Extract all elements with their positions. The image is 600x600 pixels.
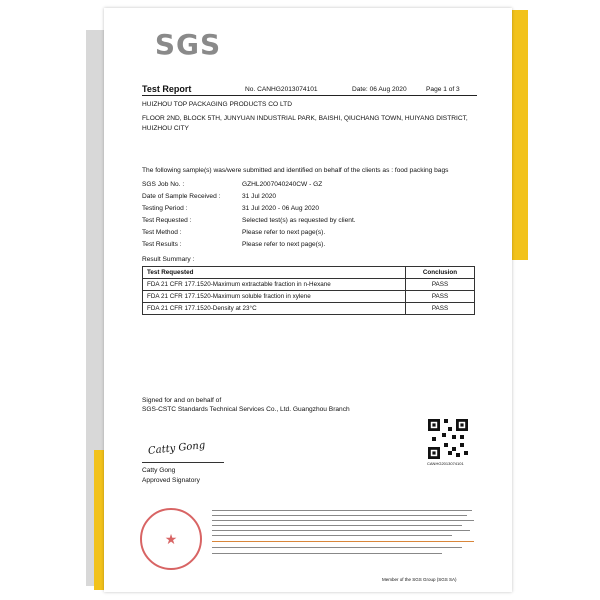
report-title: Test Report	[142, 84, 192, 94]
company-stamp	[140, 508, 202, 570]
sgs-logo: SGS	[154, 27, 222, 61]
table-row	[143, 279, 475, 291]
client-address-2: HUIZHOU CITY	[142, 125, 189, 132]
report-date: Date: 06 Aug 2020	[352, 86, 407, 93]
table-row	[143, 291, 475, 303]
signed-on-behalf: Signed for and on behalf of	[142, 397, 222, 404]
signatory-title: Approved Signatory	[142, 477, 200, 484]
field-value: Please refer to next page(s).	[242, 241, 326, 248]
field-label: Date of Sample Received :	[142, 193, 221, 200]
field-label: Testing Period :	[142, 205, 188, 212]
sgs-group-member: Member of the SGS Group (SGS SA)	[382, 577, 457, 582]
client-address-1: FLOOR 2ND, BLOCK 5TH, JUNYUAN INDUSTRIAL PARK, BAISHI, QIUCHANG TOWN, HUIYANG DISTRICT,	[142, 115, 468, 122]
signature-line	[142, 462, 224, 463]
field-label: SGS Job No. :	[142, 181, 185, 188]
column-header-conclusion: Conclusion	[406, 267, 475, 279]
field-value: GZHL2007040240CW - GZ	[242, 181, 323, 188]
conclusion-cell: PASS	[406, 279, 475, 291]
field-value: Selected test(s) as requested by client.	[242, 217, 356, 224]
result-summary-label: Result Summary :	[142, 256, 195, 263]
result-summary-table	[142, 266, 475, 315]
report-number: No. CANHG2013074101	[245, 86, 318, 93]
column-header-test: Test Requested	[143, 267, 406, 279]
test-name-cell: FDA 21 CFR 177.1520-Maximum soluble fraction in xylene	[143, 291, 406, 303]
table-header-row	[143, 267, 475, 279]
field-label: Test Method :	[142, 229, 182, 236]
star-icon: ★	[164, 530, 178, 547]
header-divider	[142, 95, 477, 96]
test-name-cell: FDA 21 CFR 177.1520-Density at 23°C	[143, 303, 406, 315]
client-name: HUIZHOU TOP PACKAGING PRODUCTS CO LTD	[142, 101, 292, 108]
field-label: Test Results :	[142, 241, 182, 248]
test-name-cell: FDA 21 CFR 177.1520-Maximum extractable fraction in n-Hexane	[143, 279, 406, 291]
signature-script: Catty Gong	[147, 440, 206, 457]
signatory-name: Catty Gong	[142, 467, 176, 474]
field-value: 31 Jul 2020 - 06 Aug 2020	[242, 205, 319, 212]
conclusion-cell: PASS	[406, 303, 475, 315]
conclusion-cell: PASS	[406, 291, 475, 303]
field-label: Test Requested :	[142, 217, 192, 224]
page-indicator: Page 1 of 3	[426, 86, 460, 93]
intro-text: The following sample(s) was/were submitted and identified on behalf of the clients as : food packing bags	[142, 167, 449, 174]
field-value: 31 Jul 2020	[242, 193, 277, 200]
field-value: Please refer to next page(s).	[242, 229, 326, 236]
footer-disclaimer	[200, 508, 476, 570]
qr-code-icon	[428, 419, 468, 459]
table-row	[143, 303, 475, 315]
qr-caption: CANHG2013074101	[427, 461, 464, 466]
signing-company: SGS-CSTC Standards Technical Services Co., Ltd. Guangzhou Branch	[142, 406, 350, 413]
